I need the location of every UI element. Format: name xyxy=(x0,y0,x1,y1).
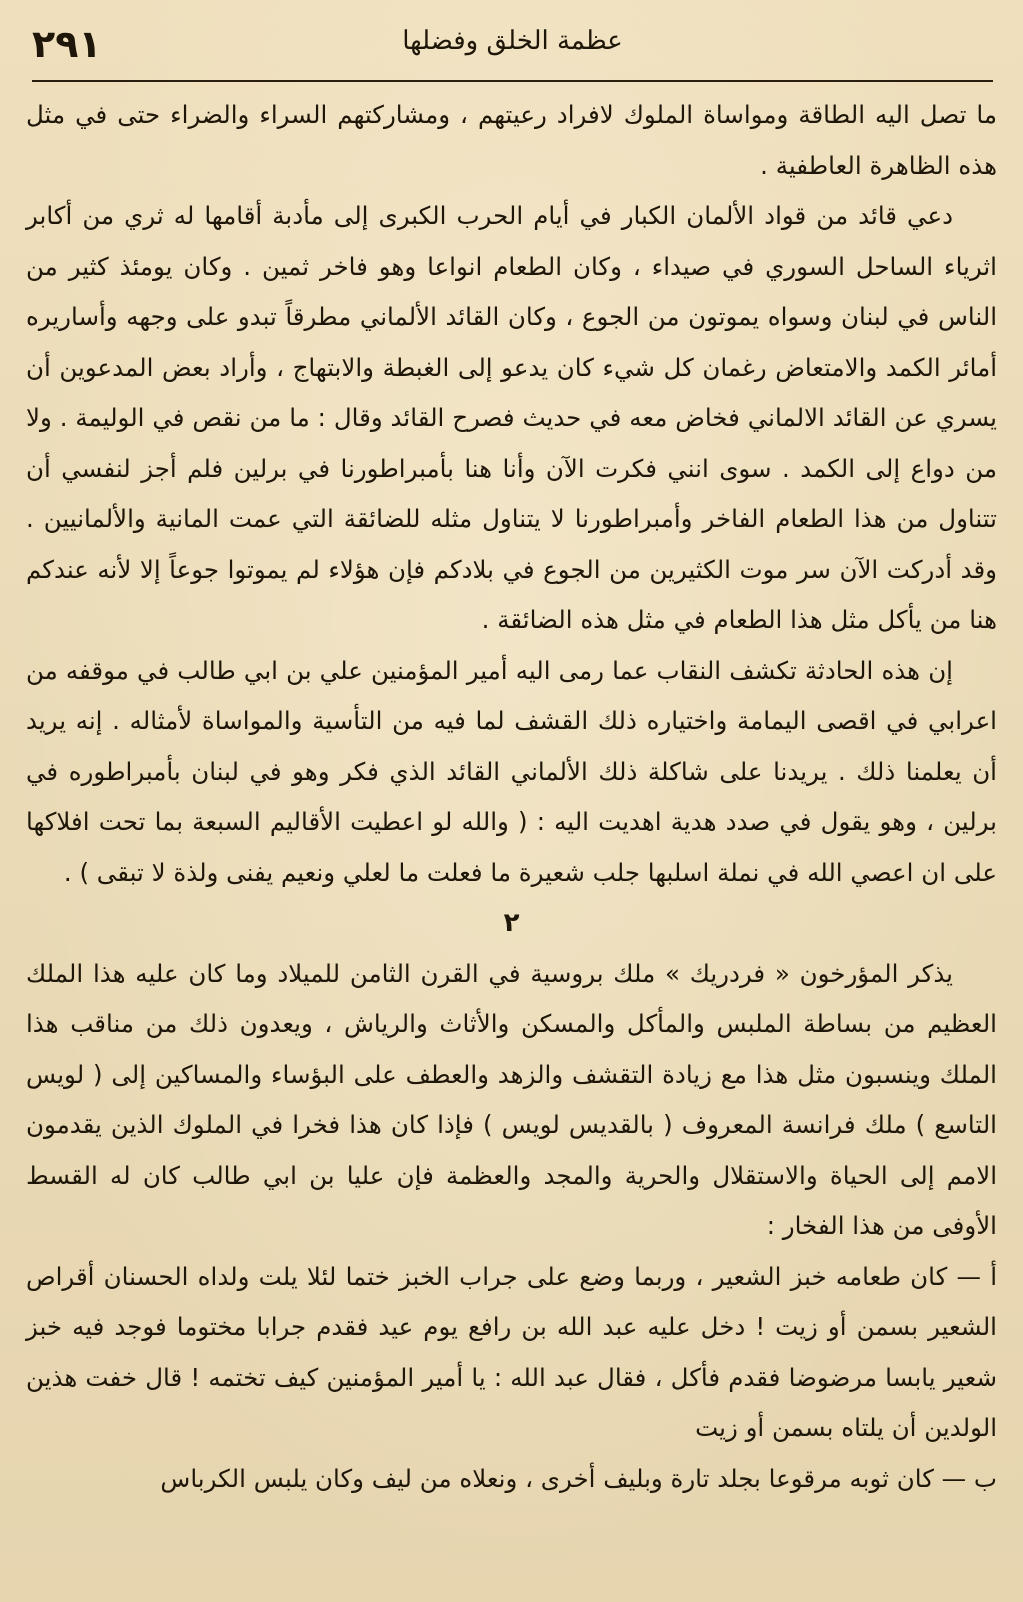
header-rule xyxy=(32,80,993,82)
paragraph: ما تصل اليه الطاقة ومواساة الملوك لافراد رعيتهم ، ومشاركتهم السراء والضراء حتى في مثل هذه الظاهرة العاطفية . xyxy=(26,100,997,180)
page-number: ٢٩١ xyxy=(32,22,102,66)
running-title: عظمة الخلق وفضلها xyxy=(402,26,623,56)
page-header xyxy=(32,22,993,74)
list-item: ب — كان ثوبه مرقوعا بجلد تارة وبليف أخرى ، ونعلاه من ليف وكان يلبس الكرباس xyxy=(160,1463,997,1493)
section-number: ٢ xyxy=(503,908,520,938)
paragraph: إن هذه الحادثة تكشف النقاب عما رمى اليه أمير المؤمنين علي بن ابي طالب في موقفه من اعرابي في اقصى اليمامة واختياره ذلك القشف لما فيه من التأسية والمواساة لأمثاله . إنه يريد أن يعلمنا ذلك . يريدنا على شاكلة ذلك الألماني القائد الذي فكر وهو في لبنان بأمبراطوره في برلين ، وهو يقول في صدد هدية اهديت اليه : ( والله لو اعطيت الأقاليم السبعة بما تحت افلاكها على ان اعصي الله في نملة اسلبها جلب شعيرة ما فعلت ما لعلي ونعيم يفنى ولذة لا تبقى ) . xyxy=(26,655,997,887)
paragraph: يذكر المؤرخون « فردريك » ملك بروسية في القرن الثامن للميلاد وما كان عليه هذا الملك العظيم من بساطة الملبس والمأكل والمسكن والأثاث والرياش ، ويعدون ذلك من مناقب هذا الملك وينسبون مثل هذا مع زيادة التقشف والزهد والعطف على البؤساء والمساكين إلى ( لويس التاسع ) ملك فرانسة المعروف ( بالقديس لويس ) فإذا كان هذا فخرا في الملوك الذين يقدمون الامم إلى الحياة والاستقلال والحرية والمجد والعظمة فإن عليا بن ابي طالب كان له القسط الأوفى من هذا الفخار : xyxy=(26,958,997,1240)
list-item: أ — كان طعامه خبز الشعير ، وربما وضع على جراب الخبز ختما لئلا يلت ولداه الحسنان أقراص الشعير بسمن أو زيت ! دخل عليه عبد الله بن رافع يوم عيد فقدم جرابا مختوما فوجد فيه خبز شعير يابسا مرضوضا فقدم فأكل ، فقال عبد الله : يا أمير المؤمنين كيف تختمه ! قال خفت هذين الولدين أن يلتاه بسمن أو زيت xyxy=(26,1261,997,1442)
page-body xyxy=(26,90,997,1504)
paragraph: دعي قائد من قواد الألمان الكبار في أيام الحرب الكبرى إلى مأدبة أقامها له ثري من أكابر اثرياء الساحل السوري في صيداء ، وكان الطعام انواعا وهو فاخر ثمين . وكان يومئذ كثير من الناس في لبنان وسواه يموتون من الجوع ، وكان القائد الألماني مطرقاً تبدو على وجهه وأساريره أمائر الكمد والامتعاض رغمان كل شيء كان يدعو إلى الغبطة والابتهاج ، وأراد بعض المدعوين أن يسري عن القائد الالماني فخاض معه في حديث فصرح القائد وقال : ما من نقص في الوليمة . ولا من دواع إلى الكمد . سوى انني فكرت الآن وأنا هنا بأمبراطورنا في برلين فلم أجز لنفسي أن تتناول من هذا الطعام الفاخر وأمبراطورنا لا يتناول مثله للضائقة التي عمت المانية والألمانيين . وقد أدركت الآن سر موت الكثيرين من الجوع في بلادكم فإن هؤلاء لم يموتوا جوعاً إلا لأنه عندكم هنا من يأكل مثل هذا الطعام في مثل هذه الضائقة . xyxy=(26,201,997,634)
